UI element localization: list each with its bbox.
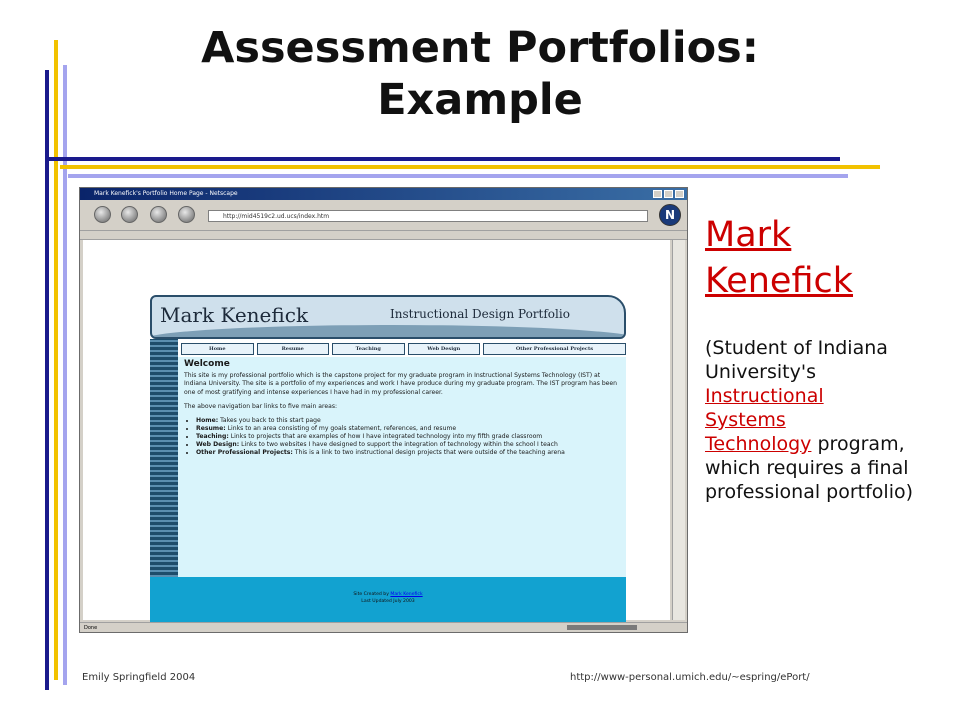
browser-screenshot (79, 187, 688, 633)
browser-personal-toolbar (80, 231, 687, 240)
slide-title-line2: Example (377, 75, 583, 125)
author-link[interactable]: Mark Kenefick (390, 592, 423, 597)
portfolio-body (178, 357, 626, 577)
footer-updated: Last Updated July 2003 (361, 599, 415, 604)
slide-title (120, 22, 840, 126)
nav-teaching[interactable]: Teaching (332, 343, 405, 355)
url-text: http://mid4519c2.ud.ucs/index.htm (223, 213, 330, 220)
link-line1: Mark (705, 215, 792, 255)
item-label: Home: (196, 417, 219, 425)
description-text (705, 336, 935, 504)
close-icon[interactable] (675, 190, 684, 198)
list-item (196, 449, 620, 457)
program-link-line3: Technology (705, 433, 812, 455)
list-item (196, 417, 620, 425)
accent-line-navy-vertical (45, 70, 49, 690)
list-item (196, 433, 620, 441)
list-item (196, 425, 620, 433)
links-intro: The above navigation bar links to five main areas: (184, 402, 338, 410)
browser-toolbar (80, 200, 687, 231)
portfolio-name: Mark Kenefick (160, 303, 309, 327)
accent-line-periwinkle-horizontal (68, 174, 848, 178)
welcome-heading: Welcome (184, 359, 230, 369)
description-panel (705, 212, 935, 504)
portfolio-nav (181, 343, 626, 355)
browser-window-title: Mark Kenefick's Portfolio Home Page - Netscape (94, 190, 238, 197)
window-buttons (653, 190, 684, 198)
item-label: Other Professional Projects: (196, 449, 293, 457)
item-label: Web Design: (196, 441, 240, 449)
areas-list (184, 417, 620, 457)
list-item (196, 441, 620, 449)
accent-line-yellow-vertical (54, 40, 58, 680)
back-icon[interactable] (94, 206, 111, 223)
status-progress (567, 625, 637, 630)
link-line2: Kenefick (705, 261, 854, 301)
nav-other-projects[interactable]: Other Professional Projects (483, 343, 626, 355)
netscape-logo-icon[interactable]: N (659, 204, 681, 226)
stop-icon[interactable] (178, 206, 195, 223)
browser-scrollbar[interactable] (672, 240, 685, 620)
desc-before: (Student of Indiana University's (705, 337, 888, 383)
ist-program-link[interactable] (705, 385, 824, 455)
program-link-line1: Instructional (705, 385, 824, 407)
item-text: Links to an area consisting of my goals statement, references, and resume (227, 425, 457, 433)
created-label: Site Created by (353, 592, 389, 597)
intro-paragraph: This site is my professional portfolio which is the capstone project for my graduate program in Instructional Systems Technology (IST) at Indiana University. The site is a portfolio of my experiences and work I have produce during my graduate program. The IST program has been one of most gratifying and intense experiences I have had in my professional career. (184, 372, 618, 396)
footer-url: http://www-personal.umich.edu/~espring/ePort/ (570, 672, 810, 683)
accent-line-navy-horizontal (45, 157, 840, 161)
mark-kenefick-link[interactable] (705, 212, 935, 304)
maximize-icon[interactable] (664, 190, 673, 198)
nav-resume[interactable]: Resume (257, 343, 330, 355)
nav-home[interactable]: Home (181, 343, 254, 355)
browser-viewport (83, 240, 670, 620)
portfolio-tagline: Instructional Design Portfolio (390, 307, 570, 321)
item-label: Resume: (196, 425, 226, 433)
item-text: Links to projects that are examples of how I have integrated technology into my fifth grade classroom (230, 433, 543, 441)
browser-statusbar (80, 622, 687, 632)
footer-created-line (150, 591, 626, 598)
program-link-line2: Systems (705, 409, 786, 431)
portfolio-banner (150, 295, 626, 339)
item-text: Links to two websites I have designed to support the integration of technology within the school I teach (241, 441, 558, 449)
nav-web-design[interactable]: Web Design (408, 343, 481, 355)
forward-icon[interactable] (121, 206, 138, 223)
slide-title-line1: Assessment Portfolios: (201, 23, 759, 73)
reload-icon[interactable] (150, 206, 167, 223)
item-text: This is a link to two instructional design projects that were outside of the teaching arena (294, 449, 565, 457)
status-text: Done (84, 625, 98, 631)
item-text: Takes you back to this start page (220, 417, 321, 425)
url-field[interactable] (208, 210, 648, 222)
browser-titlebar (80, 188, 687, 200)
portfolio-page (150, 295, 626, 633)
desc-after: program, which requires a final professional portfolio) (705, 433, 914, 503)
accent-line-yellow-horizontal (60, 165, 880, 169)
banner-swoosh (150, 325, 626, 339)
minimize-icon[interactable] (653, 190, 662, 198)
footer-author: Emily Springfield 2004 (82, 672, 196, 683)
item-label: Teaching: (196, 433, 229, 441)
